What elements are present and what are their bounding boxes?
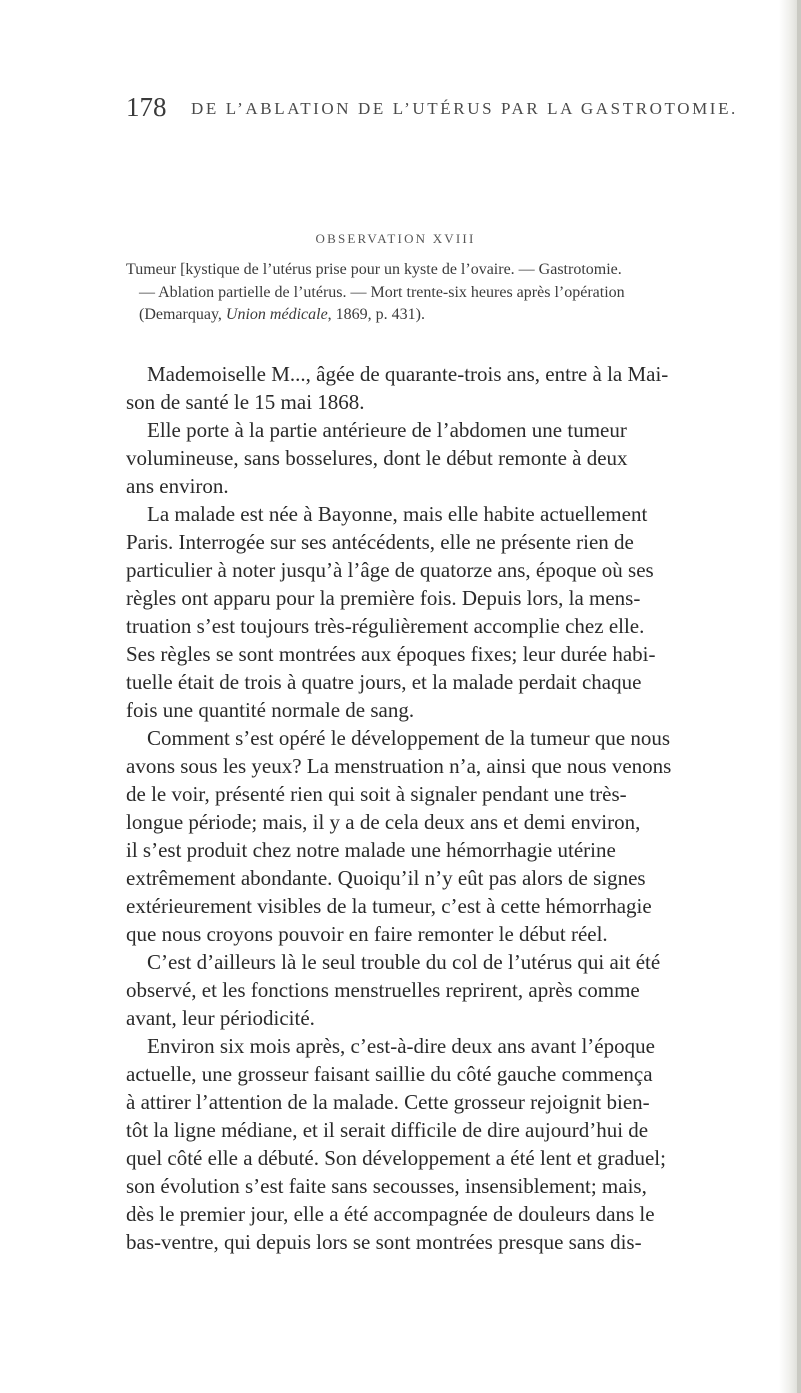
summary-line: Tumeur [kystique de l’utérus prise pour un kyste de l’ovaire. — Gastrotomie. xyxy=(126,261,622,278)
body-line: La malade est née à Bayonne, mais elle habite actuellement xyxy=(147,502,648,526)
body-line: ans environ. xyxy=(126,474,229,498)
body-line: Elle porte à la partie antérieure de l’abdomen une tumeur xyxy=(147,418,627,442)
page-number: 178 xyxy=(126,92,167,122)
running-title: DE L’ABLATION DE L’UTÉRUS PAR LA GASTROTOMIE. xyxy=(191,99,738,118)
body-line: avons sous les yeux? La menstruation n’a, ainsi que nous venons xyxy=(126,754,672,778)
body-line: Comment s’est opéré le développement de la tumeur que nous xyxy=(147,726,671,750)
body-line: de le voir, présenté rien qui soit à signaler pendant une très- xyxy=(126,782,627,806)
summary-line: — Ablation partielle de l’utérus. — Mort trente-six heures après l’opération xyxy=(139,283,625,301)
body-line: extrêmement abondante. Quoiqu’il n’y eût pas alors de signes xyxy=(126,866,646,890)
body-line: extérieurement visibles de la tumeur, c’est à cette hémorrhagie xyxy=(126,894,652,918)
body-line: Environ six mois après, c’est-à-dire deux ans avant l’époque xyxy=(147,1034,655,1058)
body-line: fois une quantité normale de sang. xyxy=(126,698,415,722)
body-line: observé, et les fonctions menstruelles reprirent, après comme xyxy=(126,978,640,1002)
body-line: règles ont apparu pour la première fois. Depuis lors, la mens- xyxy=(126,586,641,610)
summary-line xyxy=(126,304,758,327)
body-text xyxy=(126,360,766,1256)
body-line: particulier à noter jusqu’à l’âge de quatorze ans, époque où ses xyxy=(126,558,654,582)
body-line: quel côté elle a débuté. Son développement a été lent et graduel; xyxy=(126,1146,666,1170)
body-line: son de santé le 15 mai 1868. xyxy=(126,390,365,414)
body-line: tuelle était de trois à quatre jours, et la malade perdait chaque xyxy=(126,670,642,694)
running-head xyxy=(126,92,756,132)
page-edge-shadow xyxy=(797,0,801,1393)
body-line: volumineuse, sans bosselures, dont le début remonte à deux xyxy=(126,446,628,470)
body-line: actuelle, une grosseur faisant saillie du côté gauche commença xyxy=(126,1062,653,1086)
body-line: il s’est produit chez notre malade une hémorrhagie utérine xyxy=(126,838,616,862)
body-line: avant, leur périodicité. xyxy=(126,1006,315,1030)
body-line: longue période; mais, il y a de cela deux ans et demi environ, xyxy=(126,810,641,834)
summary-citation-author: (Demarquay, xyxy=(139,306,226,323)
body-line: Mademoiselle M..., âgée de quarante-trois ans, entre à la Mai- xyxy=(147,362,669,386)
body-line: Ses règles se sont montrées aux époques fixes; leur durée habi- xyxy=(126,642,656,666)
body-line: Paris. Interrogée sur ses antécédents, elle ne présente rien de xyxy=(126,530,634,554)
body-line: bas-ventre, qui depuis lors se sont montrées presque sans dis- xyxy=(126,1230,642,1254)
summary-citation-ref: , 1869, p. 431). xyxy=(327,306,425,323)
summary-citation-source: Union médicale xyxy=(225,306,328,323)
observation-summary xyxy=(126,259,758,327)
body-line: à attirer l’attention de la malade. Cette grosseur rejoignit bien- xyxy=(126,1090,650,1114)
observation-title: OBSERVATION XVIII xyxy=(315,231,476,246)
body-line: que nous croyons pouvoir en faire remonter le début réel. xyxy=(126,922,608,946)
body-line: tôt la ligne médiane, et il serait difficile de dire aujourd’hui de xyxy=(126,1118,649,1142)
body-line: dès le premier jour, elle a été accompagnée de douleurs dans le xyxy=(126,1202,655,1226)
body-line: son évolution s’est faite sans secousses, insensiblement; mais, xyxy=(126,1174,647,1198)
body-line: truation s’est toujours très-régulièrement accomplie chez elle. xyxy=(126,614,645,638)
body-line: C’est d’ailleurs là le seul trouble du col de l’utérus qui ait été xyxy=(147,950,661,974)
